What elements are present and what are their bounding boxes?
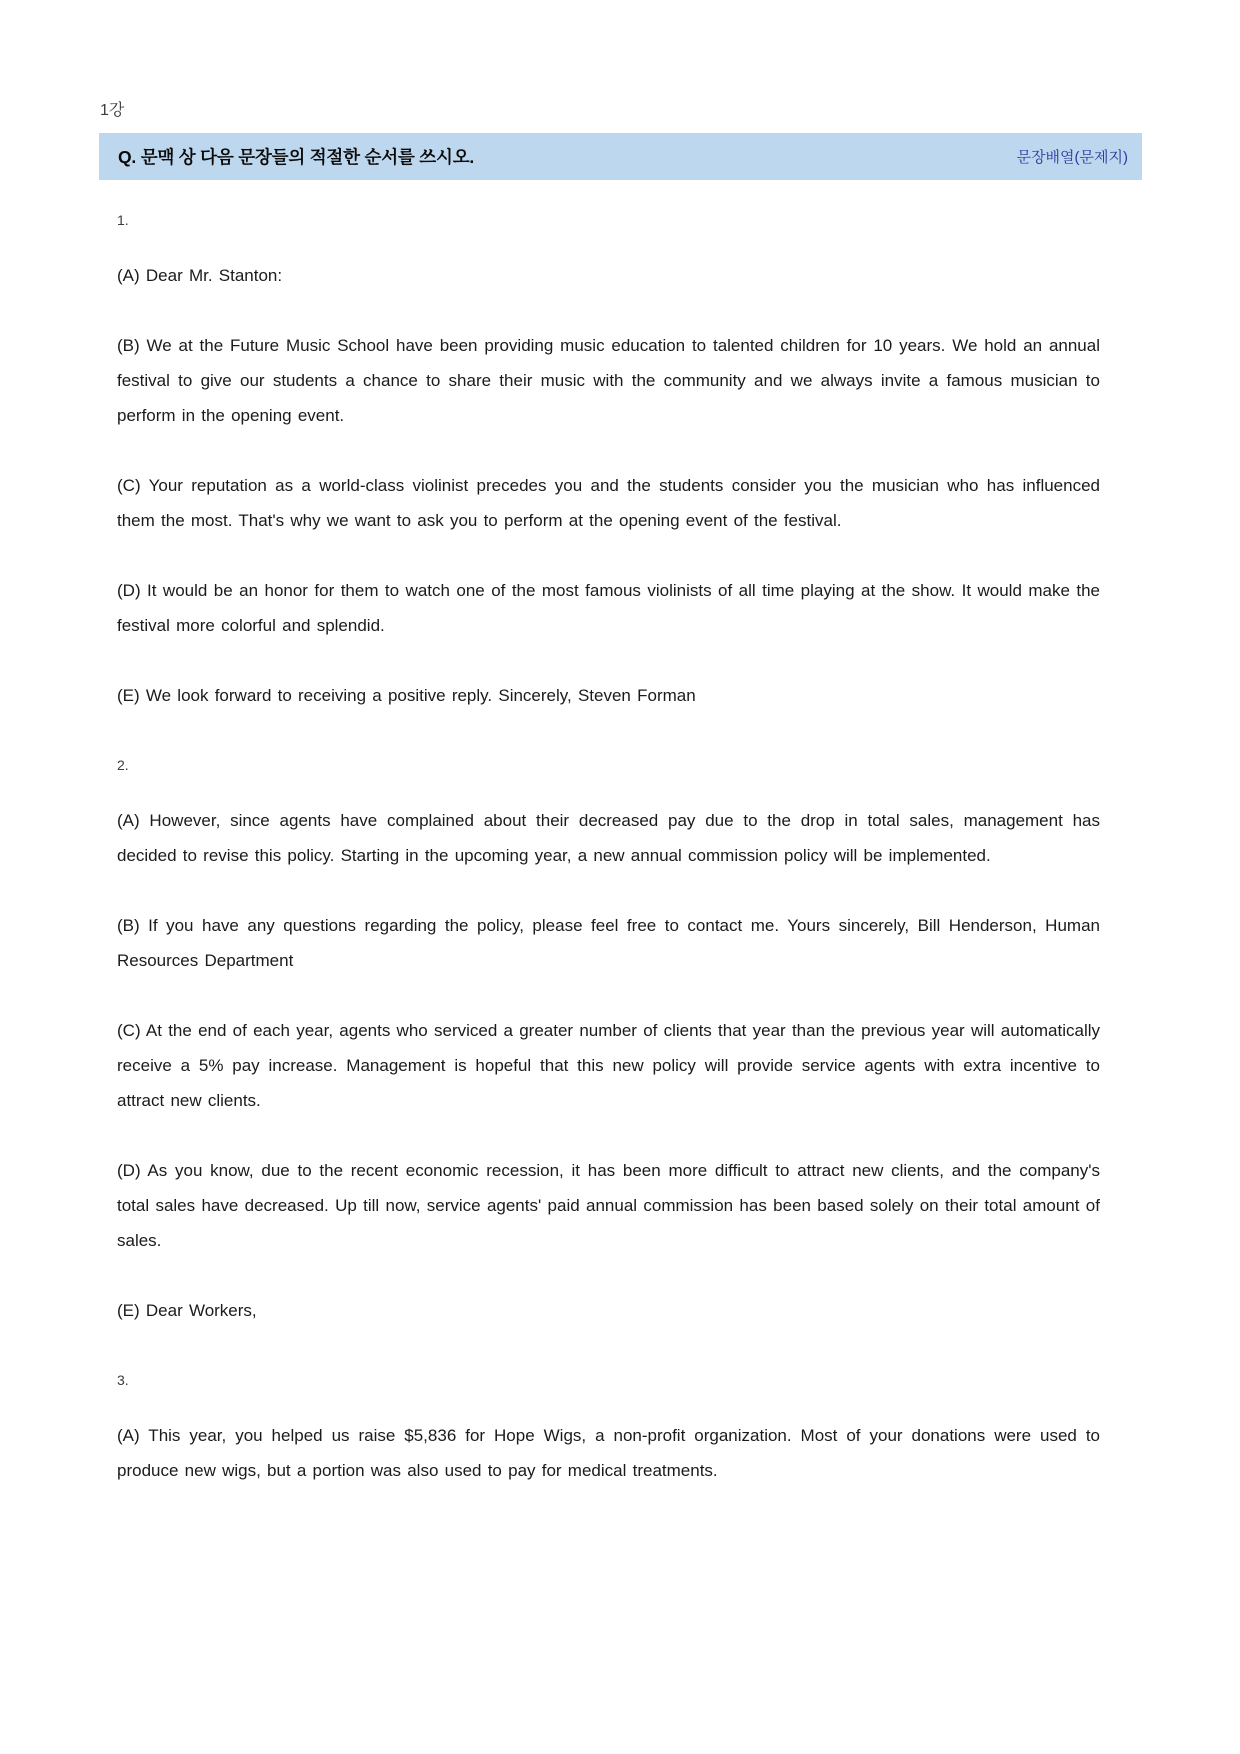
sentence-paragraph: (B) If you have any questions regarding the policy, please feel free to contact me. Yours sincerely, Bill Henderson, Human Resources Department bbox=[117, 916, 1100, 970]
document-body bbox=[117, 203, 1100, 1523]
question-title: Q. 문맥 상 다음 문장들의 적절한 순서를 쓰시오. bbox=[118, 147, 475, 167]
sentence-paragraph: (E) Dear Workers, bbox=[117, 1301, 257, 1320]
sentence-paragraph: (A) Dear Mr. Stanton: bbox=[117, 266, 283, 285]
question-banner bbox=[99, 133, 1142, 180]
question-type-tag: 문장배열(문제지) bbox=[1016, 149, 1128, 166]
sentence-paragraph: (E) We look forward to receiving a positive reply. Sincerely, Steven Forman bbox=[117, 686, 696, 705]
section-number: 3. bbox=[117, 1372, 129, 1388]
lesson-label: 1강 bbox=[100, 102, 125, 119]
section-number: 1. bbox=[117, 212, 129, 228]
sentence-paragraph: (A) However, since agents have complained about their decreased pay due to the drop in total sales, management has decided to revise this policy. Starting in the upcoming year, a new annual commission policy will be implemented. bbox=[117, 811, 1100, 865]
sentence-paragraph: (D) As you know, due to the recent economic recession, it has been more difficult to attract new clients, and the company's total sales have decreased. Up till now, service agents' paid annual commission has been based solely on their total amount of sales. bbox=[117, 1161, 1100, 1250]
sentence-paragraph: (C) Your reputation as a world-class violinist precedes you and the students consider you the musician who has influenced them the most. That's why we want to ask you to perform at the opening event of the festival. bbox=[117, 476, 1100, 530]
sentence-paragraph: (B) We at the Future Music School have been providing music education to talented children for 10 years. We hold an annual festival to give our students a chance to share their music with the community and we always invite a famous musician to perform in the opening event. bbox=[117, 336, 1100, 425]
section-number: 2. bbox=[117, 757, 129, 773]
sentence-paragraph: (D) It would be an honor for them to watch one of the most famous violinists of all time playing at the show. It would make the festival more colorful and splendid. bbox=[117, 581, 1100, 635]
sentence-paragraph: (A) This year, you helped us raise $5,836 for Hope Wigs, a non-profit organization. Most of your donations were used to produce new wigs, but a portion was also used to pay for medical treatments. bbox=[117, 1426, 1100, 1480]
sentence-paragraph: (C) At the end of each year, agents who serviced a greater number of clients that year than the previous year will automatically receive a 5% pay increase. Management is hopeful that this new policy will provide service agents with extra incentive to attract new clients. bbox=[117, 1021, 1100, 1110]
